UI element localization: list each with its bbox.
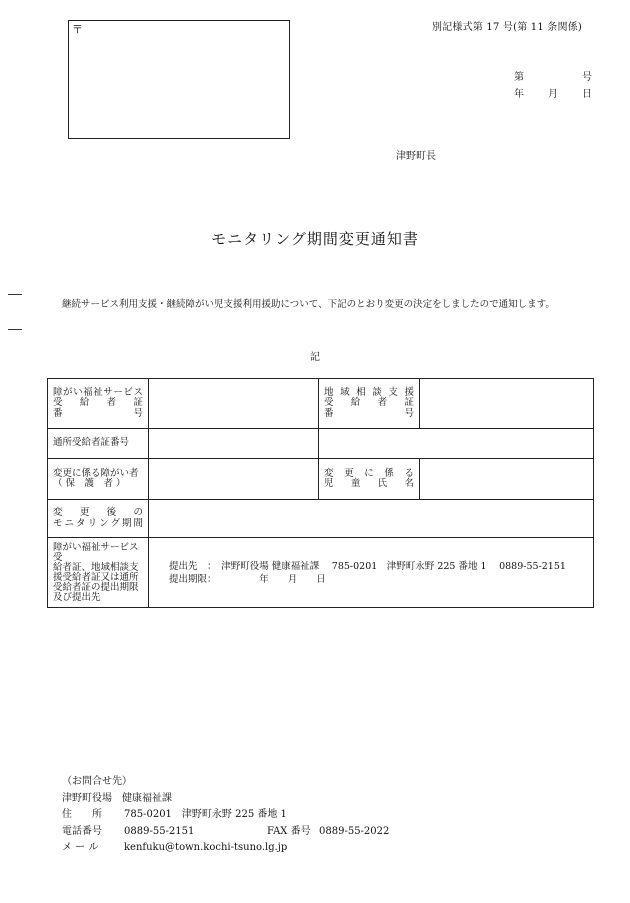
fold-mark-top — [8, 294, 22, 295]
contact-phone-row: 電話番号 0889-55-2151 FAX 番号 0889-55-2022 — [62, 825, 390, 837]
date-day: 日 — [582, 89, 592, 100]
period-field[interactable] — [149, 500, 594, 538]
contact-address-row: 住 所 785-0201 津野町永野 225 番地 1 — [62, 809, 287, 820]
date-line — [514, 85, 592, 100]
fold-mark-bottom — [8, 329, 22, 330]
document-number-line — [514, 68, 592, 83]
child-name-field[interactable] — [420, 459, 594, 500]
regional-cert-label: 地域相談支援 受 給 者 証 番 号 — [319, 379, 420, 429]
address-box — [68, 20, 290, 139]
submission-to: 提出先 ： 津野町役場 健康福祉課 785-0201 津野町永野 225 番地 1 0889-55-2151 — [169, 560, 566, 572]
contact-office: 津野町役場 健康福祉課 — [62, 792, 172, 804]
document-title: モニタリング期間変更通知書 — [211, 230, 419, 248]
ki-heading: 記 — [310, 352, 320, 363]
child-label: 変 更 に 係 る 児 童 氏 名 — [319, 459, 420, 500]
submission-info — [149, 538, 594, 608]
contact-mail-link[interactable]: kenfuku@town.kochi-tsuno.lg.jp — [124, 842, 288, 853]
disability-cert-number-boxes[interactable] — [149, 379, 319, 429]
date-year: 年 — [514, 89, 524, 100]
postal-mark: 〒 — [72, 23, 83, 36]
disability-cert-label: 障がい福祉サービス 受 給 者 証 番 号 — [48, 379, 149, 429]
doc-no-prefix: 第 — [514, 72, 524, 83]
person-field[interactable] — [149, 459, 319, 500]
notice-table — [47, 378, 594, 608]
contact-heading: （お問合せ先） — [62, 776, 132, 787]
form-number: 別記様式第 17 号(第 11 条関係) — [432, 22, 582, 33]
person-label: 変更に係る障がい者 （ 保 護 者 ） — [48, 459, 149, 500]
notice-body: 継続サービス利用支援・継続障がい児支援利用援助について、下記のとおり変更の決定をしましたので通知します。 — [62, 299, 555, 310]
blank-cell — [319, 429, 594, 459]
day-cert-number-boxes[interactable] — [149, 429, 319, 459]
contact-mail-row: メ ー ル kenfuku@town.kochi-tsuno.lg.jp — [62, 840, 389, 857]
period-label: 変 更 後 の モニタリング期間 — [48, 500, 149, 538]
submission-deadline: 提出期限： 年 月 日 — [169, 573, 326, 585]
contact-block — [62, 774, 389, 857]
regional-cert-number-boxes[interactable] — [420, 379, 594, 429]
submission-label: 障がい福祉サービス受 給者証、地域相談支 援受給者証又は通所 受給者証の提出期限 及び提出先 — [48, 538, 149, 608]
issuer: 津野町長 — [396, 151, 436, 162]
date-month: 月 — [548, 89, 558, 100]
doc-no-suffix: 号 — [582, 72, 592, 83]
day-cert-label: 通所受給者証番号 — [48, 429, 149, 459]
